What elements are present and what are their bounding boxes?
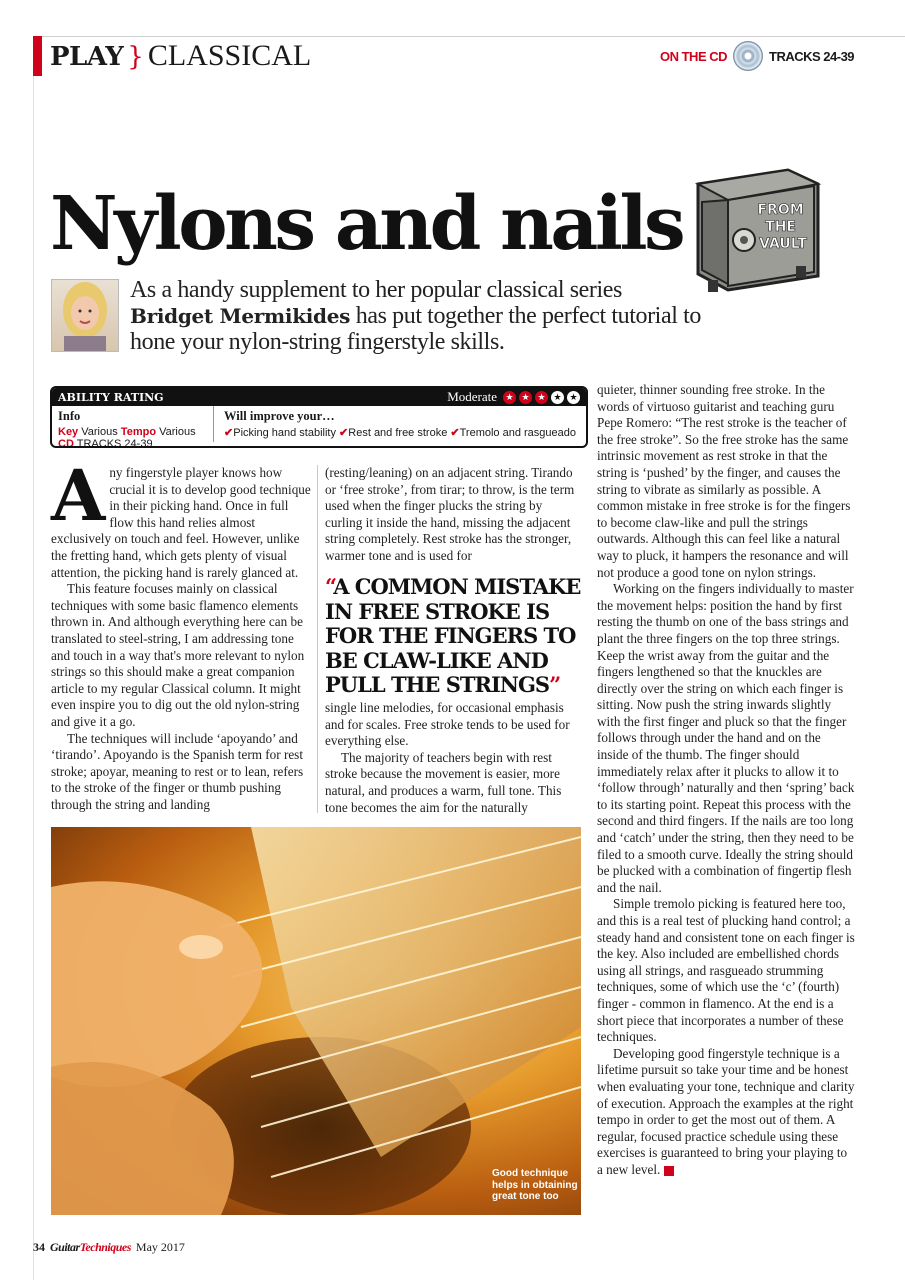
standfirst-text-1: As a handy supplement to her popular classical series bbox=[130, 277, 622, 303]
improve-item: Tremolo and rasgueado bbox=[459, 427, 576, 439]
column-divider bbox=[317, 465, 318, 813]
cd-value: TRACKS 24-39 bbox=[76, 438, 153, 448]
body-paragraph: This feature focuses mainly on classical techniques with some basic flamenco elements thrown in. And although everything here can be translated to steel-string, I am addressing tone and touch in a way that's more relevant to nylon strings so this should make a great companion article to my regular Classical column. It might even inspire you to dig out the old nylon-string and give it a go. bbox=[51, 581, 305, 729]
author-photo bbox=[51, 279, 119, 352]
author-name: Bridget Mermikides bbox=[130, 304, 351, 328]
cd-label: CD bbox=[58, 438, 74, 448]
ability-level: Moderate bbox=[447, 389, 497, 404]
tracks-label: TRACKS 24-39 bbox=[769, 48, 855, 64]
vault-line-1: FROM bbox=[757, 202, 804, 218]
body-paragraph: single line melodies, for occasional emphasis and for scales. Free stroke tends to be used for everything else. bbox=[325, 700, 570, 749]
guitar-hand-photo bbox=[51, 827, 581, 1215]
drop-cap: A bbox=[51, 454, 106, 537]
section-name: CLASSICAL bbox=[147, 39, 312, 72]
page-number: 34 bbox=[33, 1240, 45, 1254]
tempo-value: Various bbox=[159, 426, 196, 438]
body-column-2 bbox=[325, 465, 581, 565]
check-icon: ✔ bbox=[224, 427, 234, 439]
cd-disc-icon bbox=[733, 41, 763, 71]
improve-list bbox=[224, 426, 576, 439]
cd-tracks-info bbox=[660, 41, 854, 71]
body-paragraph: Simple tremolo picking is featured here too, and this is a real test of plucking hand control; a steady hand and consistent tone on each finger is the key. Also included are embellished chords using all strings, and rasgueado strumming techniques, some of which use the ‘c’ (fourth) finger - common in flamenco. At the end is a short piece that incorporates a number of these techniques. bbox=[597, 896, 855, 1045]
info-values bbox=[58, 426, 207, 448]
magazine-name-part1: Guitar bbox=[50, 1240, 80, 1254]
ability-rating-box bbox=[50, 386, 588, 448]
body-paragraph: The techniques will include ‘apoyando’ and ‘tirando’. Apoyando is the Spanish term for rest stroke; apoyar, meaning to rest or to lean, refers to the stroke of the finger or thumb pushing through the string and landing bbox=[51, 730, 304, 812]
section-brace: } bbox=[127, 42, 144, 72]
star-filled-icon: ★ bbox=[535, 391, 548, 404]
star-filled-icon: ★ bbox=[503, 391, 516, 404]
star-empty-icon: ★ bbox=[551, 391, 564, 404]
star-filled-icon: ★ bbox=[519, 391, 532, 404]
improve-label: Will improve your… bbox=[224, 409, 335, 423]
pull-quote-text: A COMMON MISTAKE IN FREE STROKE IS FOR THE FINGERS TO BE CLAW-LIKE AND PULL THE STRINGS bbox=[325, 574, 581, 697]
key-label: Key bbox=[58, 426, 79, 438]
body-paragraph: Working on the fingers individually to master the movement helps: position the hand by first resting the thumb on one of the bass strings and plant the three fingers on the top three strings. Keep the wrist away from the guitar and the fingers lengthened so that the knuckles are directly over the string on which each finger is sitting. Now push the string inwards slightly with the first finger and pluck so that the finger follows through under the hand and on the inside of the thumb. The finger should immediately relax after it plucks to allow it to ‘follow through’ naturally and then ‘spring’ back to its starting point. Repeat this process with the second and third fingers. If the nails are too long and ‘catch’ under the string, then they need to be filed to a smooth curve. Ideally the string should be plucked with a combination of fingertip flesh and the nail. bbox=[597, 581, 855, 895]
improve-item: Rest and free stroke bbox=[348, 427, 448, 439]
ability-stars bbox=[503, 391, 580, 404]
paragraph-text: Developing good fingerstyle technique is a lifetime pursuit so take your time and be honest when evaluating your tone, technique and clarity of execution. Approach the examples at the right tempo in order to get the most out of them. A regular, focused practice schedule using these exercises is guaranteed to bring your playing to a new level. bbox=[597, 1045, 855, 1177]
body-column-3 bbox=[597, 382, 855, 1179]
page-footer bbox=[33, 1240, 185, 1255]
body-paragraph: quieter, thinner sounding free stroke. In the words of virtuoso guitarist and teaching guru Pepe Romero: “The rest stroke is the teacher of the free stroke”. So the free stroke has the same intrinsic movement as rest stroke in that the string is ‘pushed’ by the finger, and causes the string to vibrate as similarly as possible. A common mistake in free stroke is for the fingers to become claw-like and pull the strings outwards. Although this can feel like a natural way to pluck, it hampers the resonance and will not produce a good tone on nylon strings. bbox=[597, 382, 851, 580]
check-icon: ✔ bbox=[450, 427, 460, 439]
ability-heading: ABILITY RATING bbox=[58, 390, 164, 404]
standfirst bbox=[130, 277, 710, 355]
star-empty-icon: ★ bbox=[567, 391, 580, 404]
photo-caption: Good technique helps in obtaining great tone too bbox=[492, 1168, 578, 1202]
vault-line-3: VAULT bbox=[759, 236, 807, 252]
body-column-1 bbox=[51, 454, 312, 813]
body-paragraph bbox=[597, 1046, 855, 1179]
article-title: Nylons and nails bbox=[50, 181, 683, 267]
magazine-name-part2: Techniques bbox=[79, 1240, 131, 1254]
issue-date: May 2017 bbox=[135, 1240, 185, 1254]
vault-line-2: THE bbox=[765, 219, 796, 235]
body-paragraph: The majority of teachers begin with rest stroke because the movement is easier, more natural, and produces a warm, full tone. This tone becomes the aim for the naturally bbox=[325, 749, 562, 815]
magazine-name bbox=[50, 1240, 131, 1255]
key-value: Various bbox=[81, 426, 118, 438]
check-icon: ✔ bbox=[339, 427, 349, 439]
open-quote-icon: “ bbox=[325, 574, 334, 599]
end-mark-icon: T bbox=[664, 1166, 674, 1176]
header-rule bbox=[33, 36, 905, 37]
section-header bbox=[50, 38, 311, 75]
paragraph-text: ny fingerstyle player knows how crucial it is to develop good technique in their picking hand. Once in full flow this hand relies almost exclusively on touch and feel. However, unlike the fretting hand, which gets plenty of visual attention, the picking hand is rarely glanced at. bbox=[51, 465, 311, 580]
body-column-2-continued bbox=[325, 700, 581, 816]
body-paragraph: (resting/leaning) on an adjacent string. Tirando or ‘free stroke’, from tirar; to throw, is the term used when the finger plucks the string by curling it inside the hand, missing the adjacent string completely. Rest stroke has the stronger, warmer tone and is used for bbox=[325, 465, 575, 563]
improve-item: Picking hand stability bbox=[233, 427, 336, 439]
on-the-cd-label: ON THE CD bbox=[660, 48, 727, 64]
section-play: PLAY bbox=[50, 42, 124, 72]
close-quote-icon: ” bbox=[549, 672, 561, 697]
tempo-label: Tempo bbox=[120, 426, 157, 438]
page-margin-line bbox=[33, 76, 34, 1280]
info-label: Info bbox=[58, 409, 81, 423]
standfirst-text-2: has put together the perfect tutorial to hone your nylon-string fingerstyle skills. bbox=[130, 303, 701, 355]
pull-quote bbox=[325, 575, 581, 698]
body-paragraph bbox=[51, 454, 312, 581]
header-accent-bar bbox=[33, 36, 42, 76]
